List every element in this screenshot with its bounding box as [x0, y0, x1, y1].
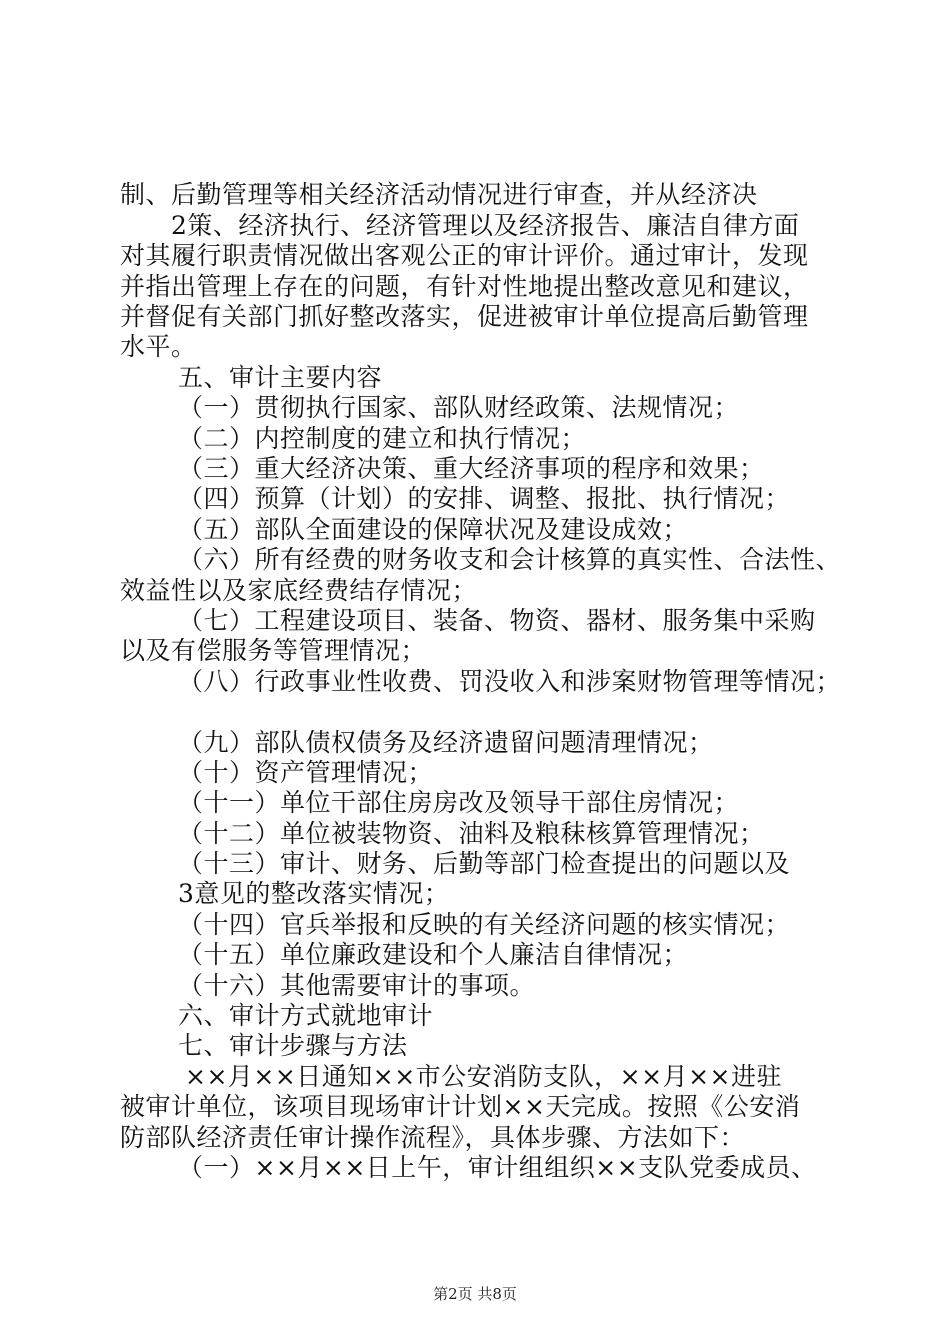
text-line: 制、后勤管理等相关经济活动情况进行审查，并从经济决: [120, 180, 758, 209]
list-item: （三）重大经济决策、重大经济事项的程序和效果；: [178, 454, 765, 483]
list-item: （十六）其他需要审计的事项。: [178, 971, 536, 1000]
list-item: （六）所有经费的财务收支和会计核算的真实性、合法性、: [178, 545, 842, 574]
text-line: 3意见的整改落实情况；: [178, 879, 450, 908]
text-line: 水平。: [120, 332, 197, 361]
list-item: （十二）单位被装物资、油料及粮秣核算管理情况；: [178, 819, 765, 848]
text-line: 2策、经济执行、经济管理以及经济报告、廉洁自律方面: [171, 211, 800, 240]
text-line: ××月××日通知××市公安消防支队，××月××进驻: [185, 1062, 782, 1091]
page-number-footer: 第2页 共8页: [433, 1285, 517, 1303]
section-heading: 七、审计步骤与方法: [178, 1031, 408, 1060]
text-line: 并督促有关部门抓好整改落实，促进被审计单位提高后勤管理: [120, 302, 809, 331]
text-line: 防部队经济责任审计操作流程》，具体步骤、方法如下：: [120, 1123, 746, 1152]
section-heading: 六、审计方式就地审计: [178, 1001, 434, 1030]
list-item: （四）预算（计划）的安排、调整、报批、执行情况；: [178, 484, 791, 513]
list-item: （五）部队全面建设的保障状况及建设成效；: [178, 515, 689, 544]
text-line: 并指出管理上存在的问题，有针对性地提出整改意见和建议，: [120, 272, 809, 301]
list-item: （十五）单位廉政建设和个人廉洁自律情况；: [178, 940, 689, 969]
text-line: 以及有偿服务等管理情况；: [120, 636, 427, 665]
list-item: （一）××月××日上午，审计组组织××支队党委成员、: [178, 1153, 817, 1182]
text-line: 对其履行职责情况做出客观公正的审计评价。通过审计，发现: [120, 241, 809, 270]
list-item: （九）部队债权债务及经济遗留问题清理情况；: [178, 728, 714, 757]
text-line: 效益性以及家底经费结存情况；: [120, 576, 478, 605]
text-line: 被审计单位，该项目现场审计计划××天完成。按照《公安消: [120, 1092, 801, 1121]
list-item: （八）行政事业性收费、罚没收入和涉案财物管理等情况；: [178, 667, 842, 696]
list-item: （十四）官兵举报和反映的有关经济问题的核实情况；: [178, 910, 791, 939]
section-heading: 五、审计主要内容: [178, 363, 383, 392]
list-item: （十三）审计、财务、后勤等部门检查提出的问题以及: [178, 849, 791, 878]
list-item: （十）资产管理情况；: [178, 758, 434, 787]
list-item: （二）内控制度的建立和执行情况；: [178, 424, 587, 453]
list-item: （一）贯彻执行国家、部队财经政策、法规情况；: [178, 393, 740, 422]
list-item: （十一）单位干部住房房改及领导干部住房情况；: [178, 788, 740, 817]
list-item: （七）工程建设项目、装备、物资、器材、服务集中采购: [178, 606, 816, 635]
